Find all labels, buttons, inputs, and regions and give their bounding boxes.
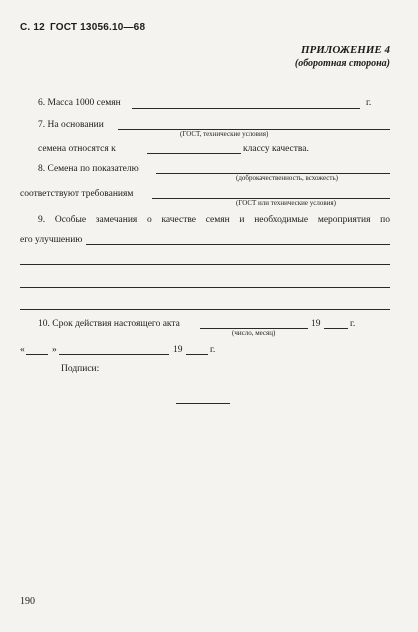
appendix-subtitle: (оборотная сторона) (294, 58, 390, 69)
item10-year-suffix: г. (350, 319, 356, 329)
item9-line1: 9. Особые замечания о качестве семян и необходимые мероприятия по (38, 215, 390, 225)
item6-field-line (132, 108, 360, 109)
item10-hint: (число, месяц) (232, 329, 276, 337)
item9-field-line-1 (86, 244, 390, 245)
date-year-suffix: г. (210, 345, 216, 355)
date-year-prefix: 19 (173, 345, 183, 355)
item8-label: 8. Семена по показателю (38, 164, 139, 174)
appendix-title: ПРИЛОЖЕНИЕ 4 (300, 44, 390, 56)
signatures-label: Подписи: (61, 364, 100, 374)
item10-year-field-line (324, 328, 348, 329)
signature-line (176, 403, 230, 404)
item7-class-field-line (147, 153, 241, 154)
item9-field-line-3 (20, 287, 390, 288)
date-day-field-line (26, 354, 48, 355)
item6-unit: г. (366, 98, 372, 108)
date-close-quote: » (52, 345, 57, 355)
standard-code: ГОСТ 13056.10—68 (50, 22, 146, 33)
item8-line2-label: соответствуют требованиям (20, 189, 134, 199)
item7-line2-label: семена относятся к (38, 144, 116, 154)
item6-label: 6. Масса 1000 семян (38, 98, 121, 108)
date-month-field-line (59, 354, 169, 355)
item9-field-line-4 (20, 309, 390, 310)
item9-line2: его улучшению (20, 235, 83, 245)
page-label: С. 12 (20, 22, 45, 33)
page-number: 190 (20, 596, 35, 607)
item8-hint: (доброкачественность, всхожесть) (236, 174, 338, 182)
date-open-quote: « (20, 345, 25, 355)
item7-hint: (ГОСТ, технические условия) (180, 130, 269, 138)
item8-line2-hint: (ГОСТ или технические условия) (236, 199, 336, 207)
item7-label: 7. На основании (38, 120, 104, 130)
item9-field-line-2 (20, 264, 390, 265)
item7-line2-suffix: классу качества. (243, 144, 309, 154)
item10-label: 10. Срок действия настоящего акта (38, 319, 180, 329)
item10-year-prefix: 19 (311, 319, 321, 329)
date-year-field-line (186, 354, 208, 355)
